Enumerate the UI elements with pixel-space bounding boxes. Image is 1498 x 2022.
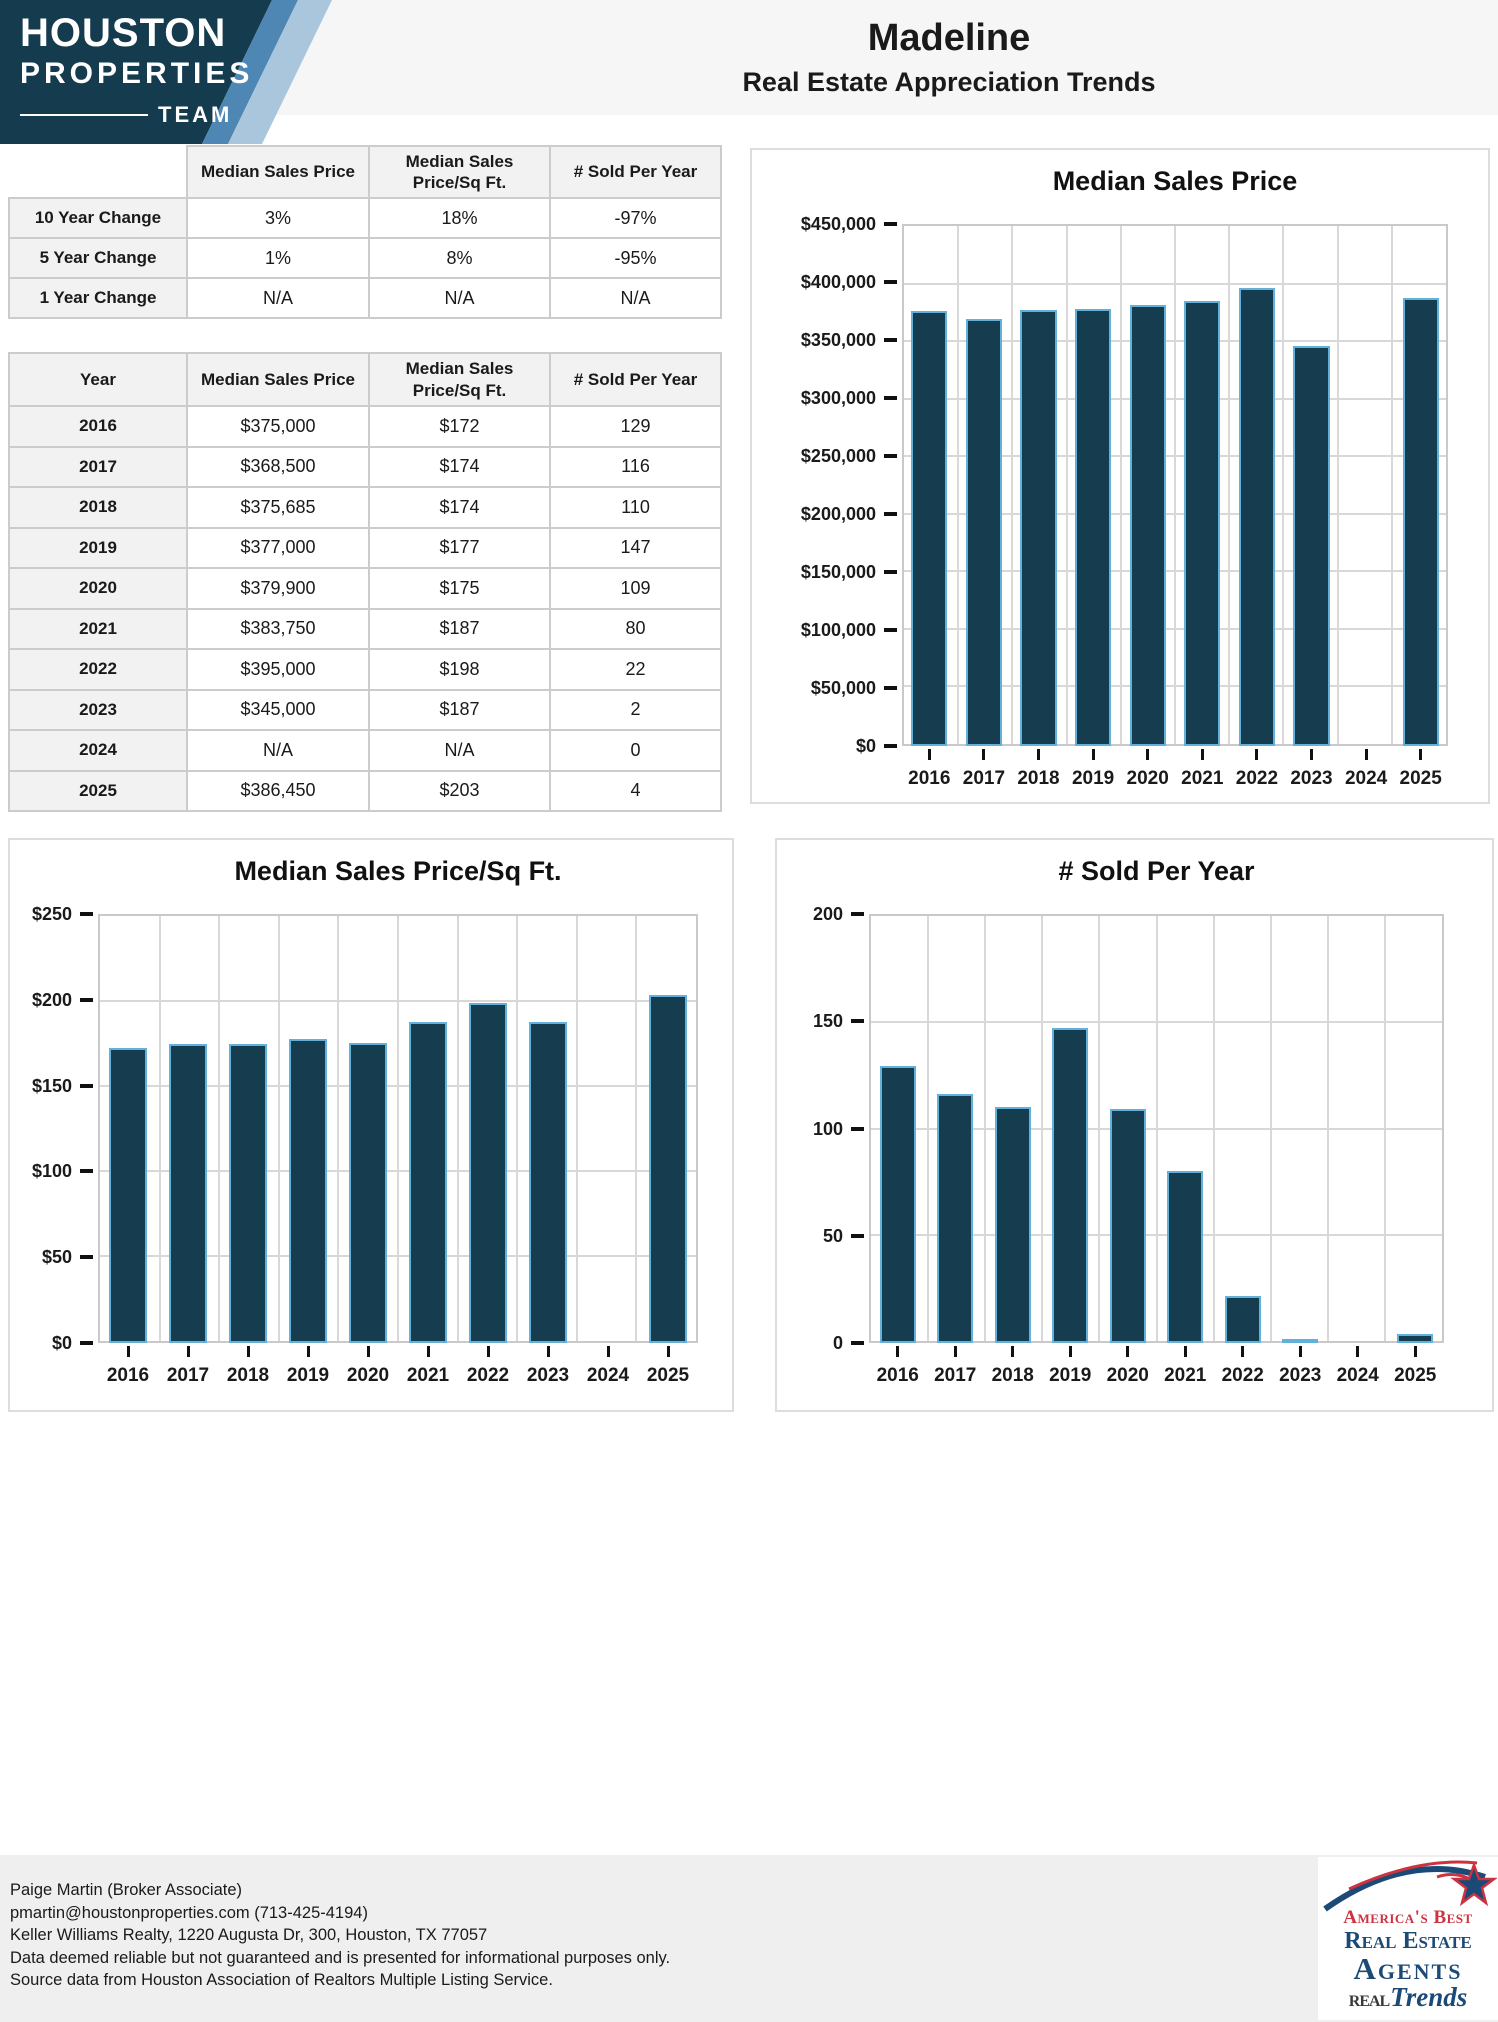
x-axis-tick — [1069, 1346, 1072, 1357]
x-axis-tick — [1356, 1346, 1359, 1357]
cell-value: $175 — [369, 568, 550, 609]
chart-title: Median Sales Price/Sq Ft. — [234, 856, 562, 886]
x-axis-label: 2022 — [1221, 1365, 1264, 1386]
realtrends-brand — [1318, 1982, 1498, 2013]
table-row — [9, 649, 721, 690]
bar-2021 — [1167, 1171, 1203, 1343]
footer-line: Paige Martin (Broker Associate) — [10, 1881, 243, 1899]
column-header: # Sold Per Year — [550, 353, 721, 406]
row-label: 2019 — [9, 528, 187, 569]
cell-value: 0 — [550, 730, 721, 771]
cell-value: $172 — [369, 406, 550, 447]
x-gridline — [957, 226, 959, 744]
bar-2016 — [109, 1048, 147, 1343]
table-row — [9, 609, 721, 650]
x-gridline — [1098, 916, 1100, 1341]
x-axis-tick — [1146, 749, 1149, 760]
bar-2025 — [649, 995, 687, 1343]
header-row — [9, 353, 721, 406]
bar-2020 — [1110, 1109, 1146, 1343]
bar-2018 — [995, 1107, 1031, 1343]
y-axis-label: $400,000 — [800, 272, 876, 292]
y-axis-label: $150,000 — [800, 562, 876, 582]
y-axis-tick — [851, 912, 864, 916]
y-axis-label: $50 — [41, 1247, 72, 1268]
cell-value: 1% — [187, 238, 369, 278]
bar-2022 — [469, 1003, 507, 1343]
cell-value: N/A — [187, 278, 369, 318]
table-row — [9, 447, 721, 488]
cell-value: 129 — [550, 406, 721, 447]
x-gridline — [1156, 916, 1158, 1341]
x-axis-label: 2025 — [1394, 1365, 1437, 1386]
x-gridline — [1327, 916, 1329, 1341]
award-line-americas-best: America's Best — [1343, 1907, 1473, 1928]
y-axis-tick — [851, 1341, 864, 1345]
y-axis-tick — [884, 338, 897, 342]
x-axis-label: 2018 — [1017, 768, 1060, 789]
y-axis-tick — [884, 222, 897, 226]
x-axis-tick — [896, 1346, 899, 1357]
cell-value: $395,000 — [187, 649, 369, 690]
y-axis-tick — [884, 280, 897, 284]
x-axis-tick — [1310, 749, 1313, 760]
cell-value: $203 — [369, 771, 550, 812]
x-axis-label: 2017 — [962, 768, 1006, 789]
table-row — [9, 278, 721, 318]
year-table — [8, 352, 722, 812]
bar-2018 — [229, 1044, 267, 1343]
award-line-real-estate: Real Estate — [1344, 1928, 1472, 1954]
y-axis-label: 200 — [812, 904, 843, 924]
x-axis-label: 2020 — [346, 1365, 390, 1386]
y-axis-tick — [80, 1341, 93, 1345]
x-gridline — [576, 916, 578, 1341]
cell-value: 8% — [369, 238, 550, 278]
row-label: 2022 — [9, 649, 187, 690]
x-axis-label: 2019 — [286, 1365, 330, 1386]
y-axis-label: 150 — [812, 1011, 843, 1032]
cell-value: 80 — [550, 609, 721, 650]
column-header: Median Sales Price/Sq Ft. — [369, 353, 550, 406]
x-gridline — [159, 916, 161, 1341]
cell-value: -97% — [550, 198, 721, 238]
footer-line: Keller Williams Realty, 1220 Augusta Dr, 300, Houston, TX 77057 — [10, 1926, 488, 1944]
x-axis-tick — [667, 1346, 670, 1357]
bar-2017 — [169, 1044, 207, 1343]
column-header: Median Sales Price/Sq Ft. — [369, 146, 550, 198]
row-label: 5 Year Change — [9, 238, 187, 278]
x-gridline — [1066, 226, 1068, 744]
table-row — [9, 238, 721, 278]
x-axis-label: 2016 — [876, 1365, 919, 1386]
x-axis-label: 2020 — [1126, 768, 1169, 789]
x-axis-label: 2016 — [908, 768, 951, 789]
logo-text — [20, 11, 253, 128]
table-row — [9, 198, 721, 238]
row-label: 2021 — [9, 609, 187, 650]
x-gridline — [1228, 226, 1230, 744]
bar-2023 — [1293, 346, 1329, 746]
y-axis-tick — [884, 454, 897, 458]
cell-value: 4 — [550, 771, 721, 812]
x-axis-tick — [982, 749, 985, 760]
table-row — [9, 487, 721, 528]
x-gridline — [218, 916, 220, 1341]
x-axis-label: 2021 — [1164, 1365, 1207, 1386]
table-row — [9, 528, 721, 569]
cell-value: 110 — [550, 487, 721, 528]
table-row — [9, 730, 721, 771]
table-row — [9, 406, 721, 447]
x-axis-tick — [367, 1346, 370, 1357]
y-axis-label: $0 — [855, 736, 876, 756]
x-gridline — [1213, 916, 1215, 1341]
x-axis-tick — [187, 1346, 190, 1357]
cell-value: 109 — [550, 568, 721, 609]
x-axis-tick — [1201, 749, 1204, 760]
y-axis-label: $150 — [31, 1075, 72, 1096]
cell-value: N/A — [550, 278, 721, 318]
x-axis-label: 2016 — [106, 1365, 150, 1386]
x-gridline — [516, 916, 518, 1341]
row-label: 2024 — [9, 730, 187, 771]
realtrends-real: REAL — [1348, 1993, 1390, 2010]
x-gridline — [397, 916, 399, 1341]
x-axis-tick — [607, 1346, 610, 1357]
y-axis-tick — [884, 570, 897, 574]
x-axis-label: 2024 — [1336, 1365, 1379, 1386]
x-axis-tick — [307, 1346, 310, 1357]
cell-value: -95% — [550, 238, 721, 278]
footer — [0, 1855, 1498, 2022]
summary-table — [8, 145, 722, 319]
x-gridline — [927, 916, 929, 1341]
x-axis-label: 2021 — [406, 1365, 450, 1386]
logo-line-properties: PROPERTIES — [20, 57, 254, 90]
title-block — [400, 18, 1498, 98]
x-axis-tick — [1299, 1346, 1302, 1357]
y-axis-tick — [851, 1127, 864, 1131]
x-axis-tick — [954, 1346, 957, 1357]
bar-2023 — [529, 1022, 567, 1343]
x-gridline — [1270, 916, 1272, 1341]
y-axis-label: $250,000 — [800, 446, 876, 466]
median-sales-price-chart — [750, 148, 1490, 804]
x-gridline — [1282, 226, 1284, 744]
bar-2016 — [880, 1066, 916, 1343]
bar-2023 — [1282, 1339, 1318, 1343]
y-axis-tick — [884, 396, 897, 400]
x-gridline — [278, 916, 280, 1341]
x-axis-tick — [1365, 749, 1368, 760]
x-gridline — [1337, 226, 1339, 744]
x-gridline — [1120, 226, 1122, 744]
y-axis-label: $200,000 — [800, 504, 876, 524]
bar-2017 — [937, 1094, 973, 1343]
logo-line-houston: HOUSTON — [20, 11, 227, 55]
y-axis-label: $350,000 — [800, 330, 876, 350]
y-axis-tick — [80, 1169, 93, 1173]
column-header: # Sold Per Year — [550, 146, 721, 198]
x-axis-label: 2019 — [1071, 768, 1115, 789]
cell-value: N/A — [369, 278, 550, 318]
x-axis-label: 2024 — [586, 1365, 630, 1386]
x-axis-label: 2017 — [934, 1365, 977, 1386]
x-gridline — [984, 916, 986, 1341]
bar-2018 — [1020, 310, 1056, 746]
page-title: Madeline — [867, 17, 1031, 59]
row-label: 1 Year Change — [9, 278, 187, 318]
realtrends-trends: Trends — [1390, 1982, 1468, 2012]
x-axis-label: 2023 — [1279, 1365, 1322, 1386]
x-axis-label: 2019 — [1049, 1365, 1092, 1386]
cell-value: $174 — [369, 447, 550, 488]
column-header — [9, 146, 187, 198]
y-axis-tick — [884, 744, 897, 748]
cell-value: 3% — [187, 198, 369, 238]
y-axis-label: $50,000 — [810, 678, 876, 698]
bar-2019 — [1075, 309, 1111, 746]
x-gridline — [1384, 916, 1386, 1341]
cell-value: $187 — [369, 609, 550, 650]
x-axis-label: 2017 — [166, 1365, 210, 1386]
y-axis-tick — [80, 998, 93, 1002]
award-line-agents: Agents — [1353, 1951, 1463, 1986]
column-header: Median Sales Price — [187, 353, 369, 406]
cell-value: $383,750 — [187, 609, 369, 650]
y-axis-label: $250 — [31, 904, 72, 924]
y-axis-label: $450,000 — [800, 214, 876, 234]
x-axis-label: 2018 — [991, 1365, 1034, 1386]
x-axis-tick — [427, 1346, 430, 1357]
bar-2019 — [1052, 1028, 1088, 1343]
header-row — [9, 146, 721, 198]
cell-value: 2 — [550, 690, 721, 731]
row-label: 2025 — [9, 771, 187, 812]
page-subtitle: Real Estate Appreciation Trends — [742, 66, 1156, 97]
x-axis-label: 2023 — [1290, 768, 1333, 789]
bar-2021 — [409, 1022, 447, 1343]
table-row — [9, 568, 721, 609]
bar-2022 — [1225, 1296, 1261, 1343]
x-axis-tick — [1011, 1346, 1014, 1357]
x-axis-label: 2025 — [1399, 768, 1442, 789]
bar-2025 — [1403, 298, 1439, 746]
bar-2016 — [911, 311, 947, 746]
x-axis-tick — [1241, 1346, 1244, 1357]
x-axis-tick — [1037, 749, 1040, 760]
x-gridline — [1391, 226, 1393, 744]
logo-rule — [20, 114, 148, 116]
x-gridline — [1041, 916, 1043, 1341]
x-axis-tick — [1184, 1346, 1187, 1357]
y-axis-label: $100,000 — [800, 620, 876, 640]
america-best-agents-logo — [1318, 1857, 1498, 2020]
bar-2020 — [1130, 305, 1166, 746]
cell-value: $368,500 — [187, 447, 369, 488]
y-axis-tick — [80, 1084, 93, 1088]
footer-text — [10, 1879, 670, 1992]
x-axis-label: 2022 — [466, 1365, 510, 1386]
cell-value: 147 — [550, 528, 721, 569]
x-gridline — [457, 916, 459, 1341]
x-axis-label: 2020 — [1106, 1365, 1149, 1386]
cell-value: N/A — [369, 730, 550, 771]
cell-value: $187 — [369, 690, 550, 731]
y-axis-label: 0 — [832, 1333, 843, 1353]
x-axis-tick — [547, 1346, 550, 1357]
cell-value: $379,900 — [187, 568, 369, 609]
cell-value: $198 — [369, 649, 550, 690]
chart-title: Median Sales Price — [1052, 166, 1298, 196]
houston-properties-logo — [0, 0, 332, 144]
x-axis-label: 2025 — [646, 1365, 690, 1386]
y-axis-label: 100 — [812, 1118, 843, 1139]
x-axis-label: 2018 — [226, 1365, 270, 1386]
x-axis-tick — [247, 1346, 250, 1357]
cell-value: $375,000 — [187, 406, 369, 447]
column-header: Median Sales Price — [187, 146, 369, 198]
row-label: 2017 — [9, 447, 187, 488]
bar-2025 — [1397, 1334, 1433, 1343]
y-axis-tick — [80, 1255, 93, 1259]
y-axis-tick — [80, 912, 93, 916]
row-label: 2016 — [9, 406, 187, 447]
y-axis-tick — [884, 686, 897, 690]
table-row — [9, 690, 721, 731]
bar-2017 — [966, 319, 1002, 746]
y-axis-tick — [851, 1019, 864, 1023]
cell-value: N/A — [187, 730, 369, 771]
chart-title: # Sold Per Year — [1058, 856, 1255, 886]
cell-value: $345,000 — [187, 690, 369, 731]
x-gridline — [1174, 226, 1176, 744]
cell-value: $375,685 — [187, 487, 369, 528]
y-axis-tick — [884, 628, 897, 632]
y-axis-tick — [851, 1234, 864, 1238]
footer-line: Data deemed reliable but not guaranteed and is presented for informational purposes only. — [10, 1948, 671, 1967]
x-axis-tick — [1255, 749, 1258, 760]
x-axis-tick — [1126, 1346, 1129, 1357]
x-axis-tick — [127, 1346, 130, 1357]
cell-value: $174 — [369, 487, 550, 528]
x-axis-label: 2024 — [1344, 768, 1388, 789]
footer-line: pmartin@houstonproperties.com (713-425-4194) — [10, 1903, 368, 1922]
x-gridline — [635, 916, 637, 1341]
y-axis-label: $200 — [31, 989, 72, 1010]
bar-2022 — [1239, 288, 1275, 746]
cell-value: $377,000 — [187, 528, 369, 569]
cell-value: 22 — [550, 649, 721, 690]
row-label: 2023 — [9, 690, 187, 731]
row-label: 2018 — [9, 487, 187, 528]
bar-2020 — [349, 1043, 387, 1343]
y-axis-label: $300,000 — [800, 388, 876, 408]
y-axis-tick — [884, 512, 897, 516]
x-axis-tick — [1092, 749, 1095, 760]
logo-team-row — [20, 102, 253, 128]
logo-line-team: TEAM — [158, 101, 233, 127]
x-axis-tick — [487, 1346, 490, 1357]
x-gridline — [337, 916, 339, 1341]
x-axis-label: 2022 — [1235, 768, 1279, 789]
cell-value: $386,450 — [187, 771, 369, 812]
row-label: 2020 — [9, 568, 187, 609]
column-header: Year — [9, 353, 187, 406]
y-axis-label: $0 — [51, 1333, 72, 1353]
x-axis-label: 2023 — [526, 1365, 570, 1386]
footer-line: Source data from Houston Association of Realtors Multiple Listing Service. — [10, 1971, 553, 1989]
table-row — [9, 771, 721, 812]
cell-value: 116 — [550, 447, 721, 488]
x-gridline — [1011, 226, 1013, 744]
cell-value: $177 — [369, 528, 550, 569]
y-axis-label: 50 — [822, 1225, 843, 1246]
x-axis-tick — [1414, 1346, 1417, 1357]
sold-per-year-chart — [775, 838, 1494, 1412]
x-axis-tick — [928, 749, 931, 760]
bar-2021 — [1184, 301, 1220, 746]
row-label: 10 Year Change — [9, 198, 187, 238]
x-axis-label: 2021 — [1181, 768, 1224, 789]
bar-2019 — [289, 1039, 327, 1343]
cell-value: 18% — [369, 198, 550, 238]
median-sales-price-sqft-chart — [8, 838, 734, 1412]
x-axis-tick — [1419, 749, 1422, 760]
y-axis-label: $100 — [31, 1161, 72, 1182]
